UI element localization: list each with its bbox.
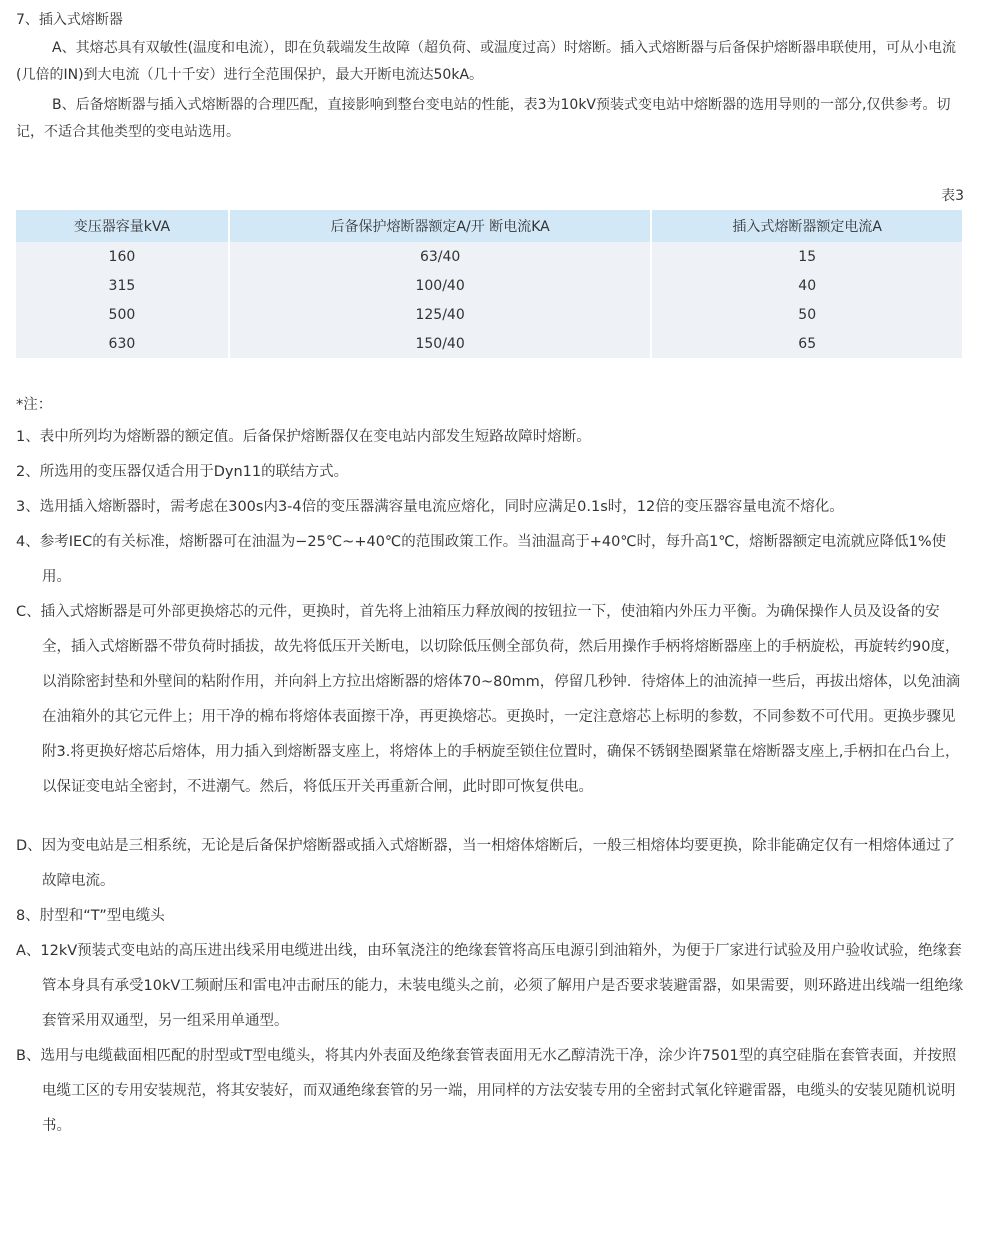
table-cell: 100/40 xyxy=(229,271,652,300)
section-7-paragraph-b: B、后备熔断器与插入式熔断器的合理匹配，直接影响到整台变电站的性能，表3为10kV预装式变电站中熔断器的选用导则的一部分,仅供参考。切记，不适合其他类型的变电站选用。 xyxy=(16,97,951,140)
table-cell: 500 xyxy=(16,300,229,329)
section-8-heading: 8、肘型和“T”型电缆头 xyxy=(16,908,165,924)
notes-section xyxy=(16,390,966,1144)
table-cell: 150/40 xyxy=(229,329,652,358)
table-cell: 160 xyxy=(16,242,229,271)
table-cell: 50 xyxy=(651,300,962,329)
note-1: 1、表中所列均为熔断器的额定值。后备保护熔断器仅在变电站内部发生短路故障时熔断。 xyxy=(16,429,591,445)
note-2: 2、所选用的变压器仅适合用于Dyn11的联结方式。 xyxy=(16,464,349,480)
table-row xyxy=(16,271,962,300)
table-cell: 15 xyxy=(651,242,962,271)
section-7-heading: 7、插入式熔断器 xyxy=(16,12,123,28)
table-header-row xyxy=(16,210,962,242)
table-row xyxy=(16,329,962,358)
table-cell: 125/40 xyxy=(229,300,652,329)
note-d: D、因为变电站是三相系统，无论是后备保护熔断器或插入式熔断器，当一相熔体熔断后，一般三相熔体均要更换，除非能确定仅有一相熔体通过了故障电流。 xyxy=(16,838,956,889)
section-8-paragraph-a: A、12kV预装式变电站的高压进出线采用电缆进出线，由环氧浇注的绝缘套管将高压电源引到油箱外，为便于厂家进行试验及用户验收试验，绝缘套管本身具有承受10kV工频耐压和雷电冲击耐压的能力，未装电缆头之前，必须了解用户是否要求装避雷器，如果需要，则环路进出线端一组绝缘套管采用双通型，另一组采用单通型。 xyxy=(16,943,964,1029)
table-caption: 表3 xyxy=(941,188,964,204)
table-header-cell: 插入式熔断器额定电流A xyxy=(651,210,962,242)
table-cell: 630 xyxy=(16,329,229,358)
section-8-paragraph-b: B、选用与电缆截面相匹配的肘型或T型电缆头，将其内外表面及绝缘套管表面用无水乙醇清洗干净，涂少许7501型的真空硅脂在套管表面，并按照电缆工区的专用安装规范，将其安装好，而双通绝缘套管的另一端，用同样的方法安装专用的全密封式氧化锌避雷器，电缆头的安装见随机说明书。 xyxy=(16,1048,957,1134)
table-header-cell: 后备保护熔断器额定A/开 断电流KA xyxy=(229,210,652,242)
paragraph-gap xyxy=(16,805,966,829)
note-4: 4、参考IEC的有关标准，熔断器可在油温为−25℃~+40℃的范围政策工作。当油温高于+40℃时，每升高1℃，熔断器额定电流就应降低1%使用。 xyxy=(16,534,947,585)
notes-title: *注： xyxy=(16,397,53,413)
section-7-paragraph-a: A、其熔芯具有双敏性(温度和电流），即在负载端发生故障（超负荷、或温度过高）时熔断。插入式熔断器与后备保护熔断器串联使用，可从小电流(几倍的IN)到大电流（几十千安）进行全范围保护，最大开断电流达50kA。 xyxy=(16,40,957,83)
table-cell: 65 xyxy=(651,329,962,358)
table-row xyxy=(16,300,962,329)
note-c: C、插入式熔断器是可外部更换熔芯的元件，更换时，首先将上油箱压力释放阀的按钮拉一下，使油箱内外压力平衡。为确保操作人员及设备的安全，插入式熔断器不带负荷时插拔，故先将低压开关断电，以切除低压侧全部负荷，然后用操作手柄将熔断器座上的手柄旋松，再旋转约90度，以消除密封垫和外壁间的粘附作用，并向斜上方拉出熔断器的熔体70~80mm，停留几秒钟．待熔体上的油流掉一些后，再拔出熔体，以免油滴在油箱外的其它元件上；用干净的棉布将熔体表面擦干净，再更换熔芯。更换时，一定注意熔芯上标明的参数，不同参数不可代用。更换步骤见附3.将更换好熔芯后熔体，用力插入到熔断器支座上，将熔体上的手柄旋至锁住位置时，确保不锈钢垫圈紧靠在熔断器支座上,手柄扣在凸台上，以保证变电站全密封，不进潮气。然后，将低压开关再重新合闸，此时即可恢复供电。 xyxy=(16,604,961,795)
table-cell: 315 xyxy=(16,271,229,300)
note-3: 3、选用插入熔断器时，需考虑在300s内3-4倍的变压器满容量电流应熔化，同时应满足0.1s时，12倍的变压器容量电流不熔化。 xyxy=(16,499,844,515)
table-cell: 63/40 xyxy=(229,242,652,271)
table-cell: 40 xyxy=(651,271,962,300)
table-row xyxy=(16,242,962,271)
table-header-cell: 变压器容量kVA xyxy=(16,210,229,242)
fuse-selection-table xyxy=(16,210,962,358)
